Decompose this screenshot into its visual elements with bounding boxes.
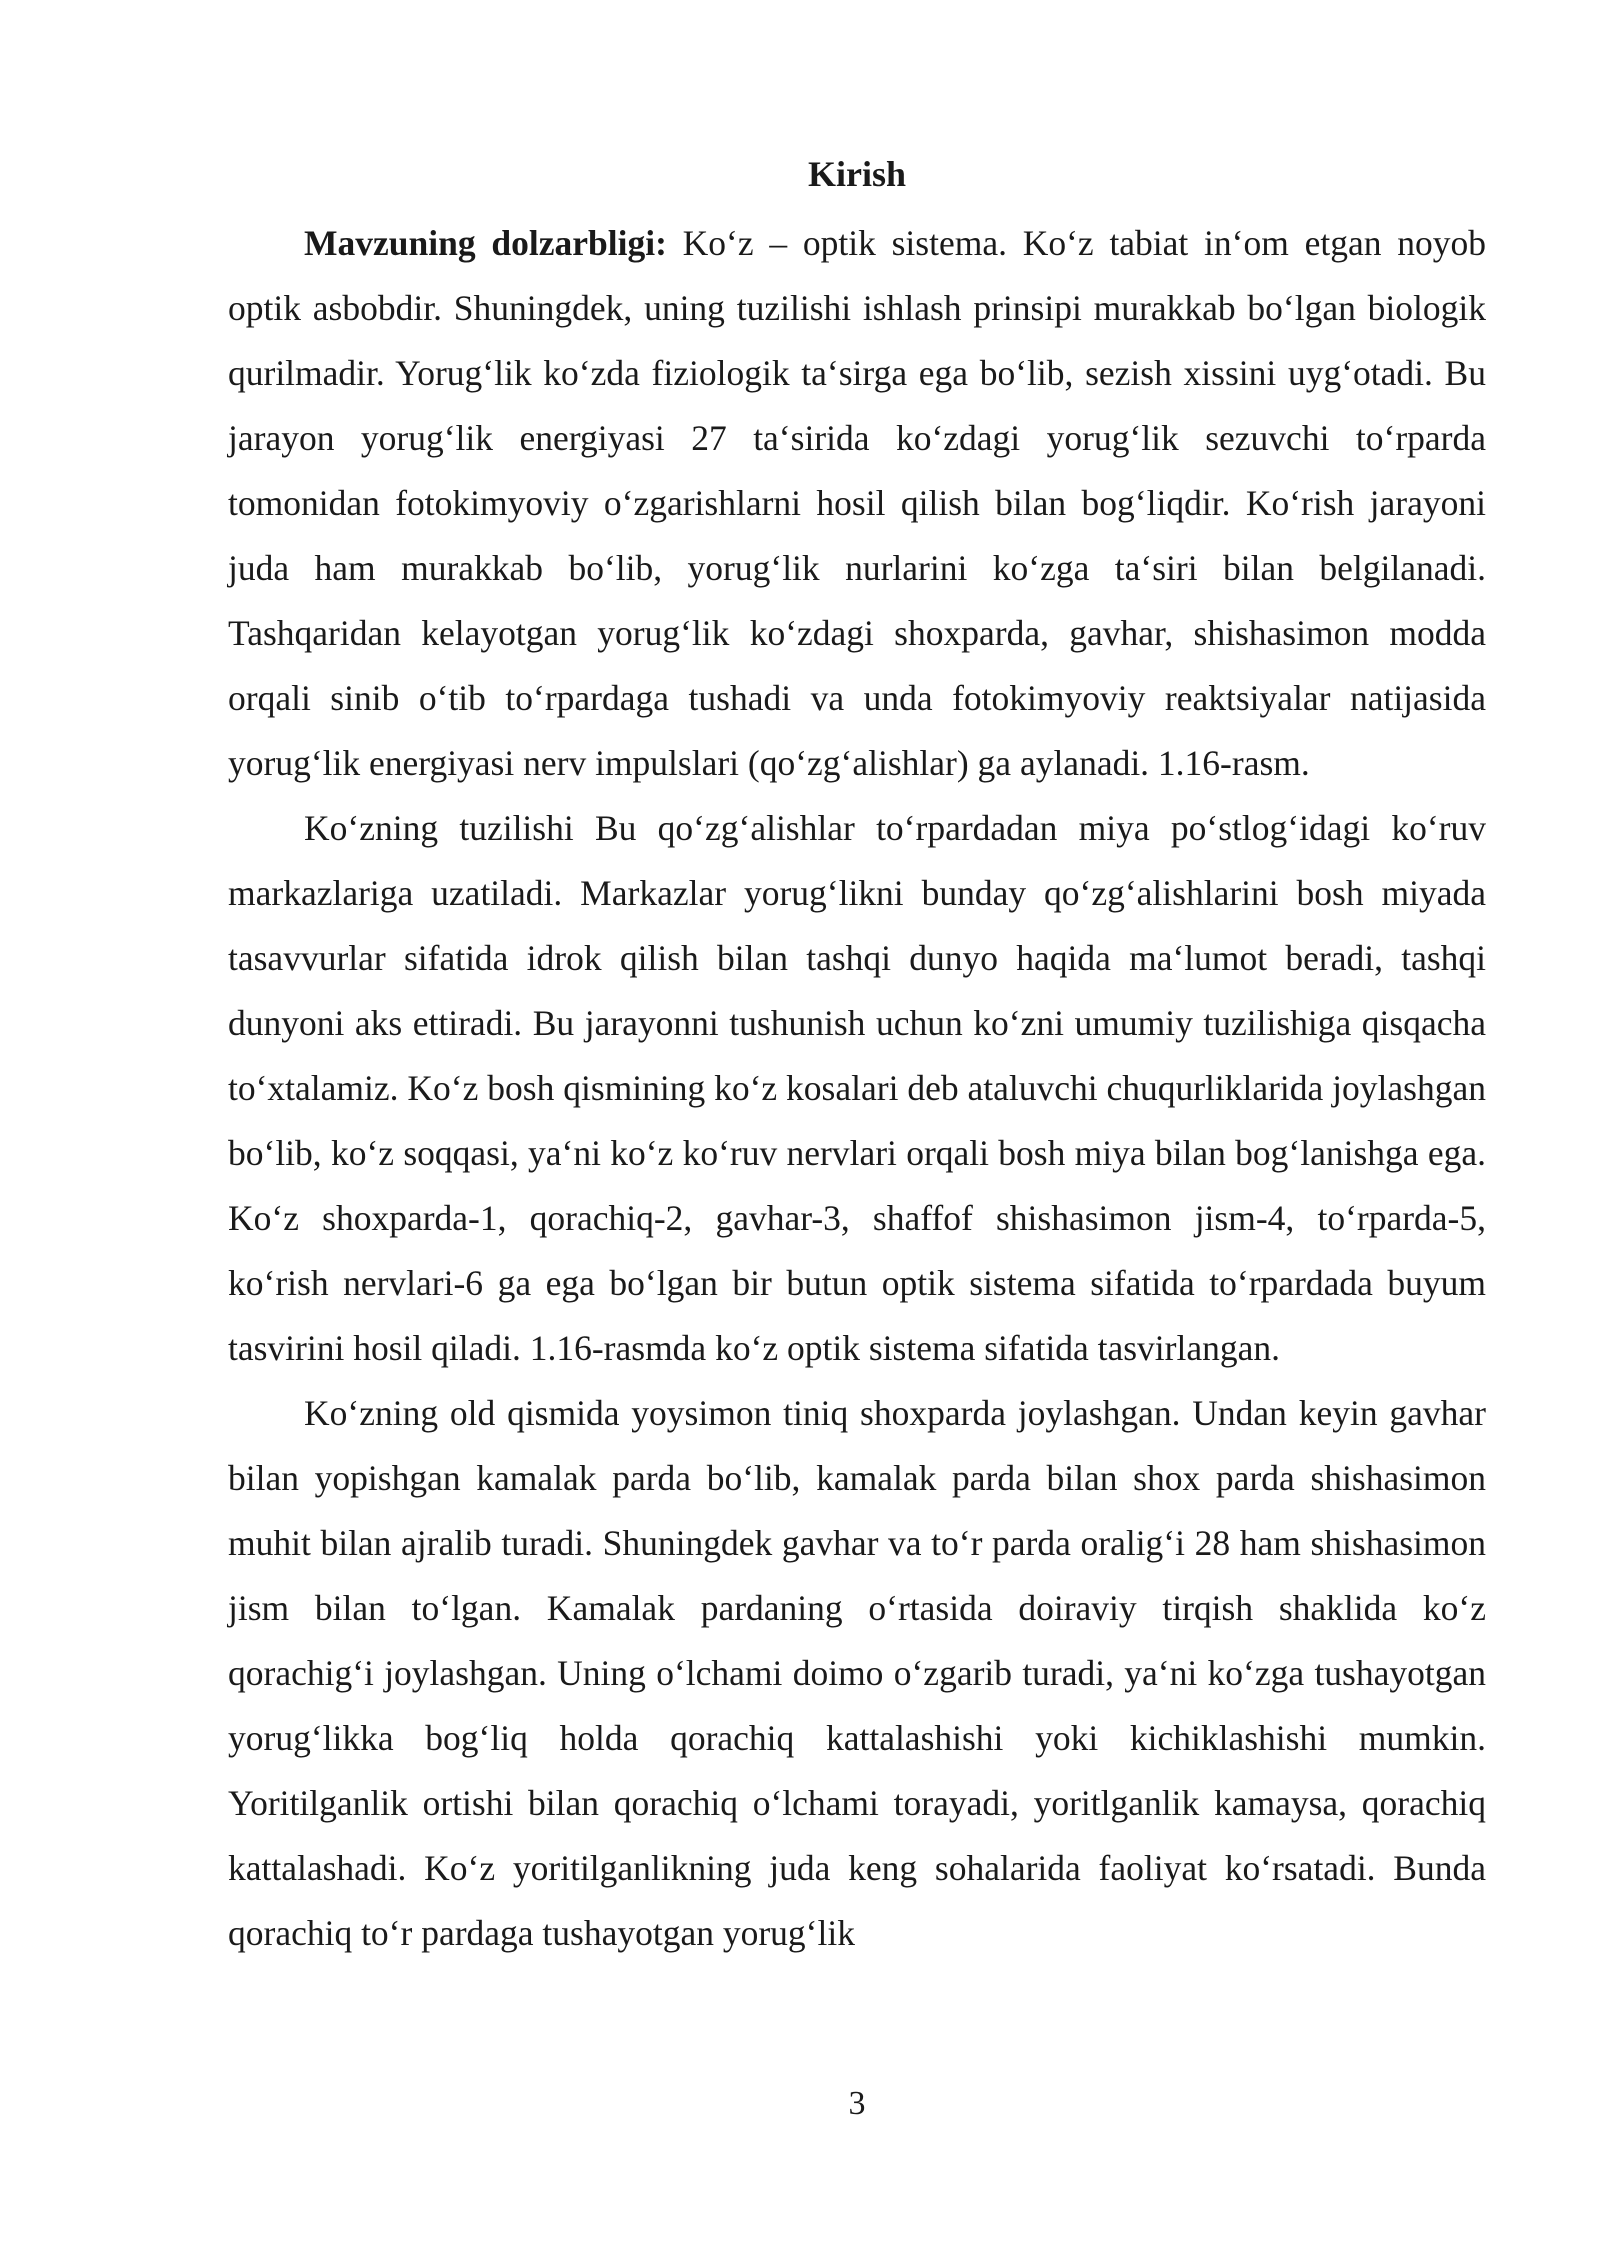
section-title: Kirish xyxy=(807,154,906,194)
paragraph-text: Koʻz – optik sistema. Koʻz tabiat inʻom etgan noyob optik asbobdir. Shuningdek, uning tuzilishi ishlash prinsipi murakkab boʻlgan biologik qurilmadir. Yorugʻlik koʻzda fiziologik taʻsirga ega boʻlib, sezish xissini uygʻotadi. Bu jarayon yorugʻlik energiyasi 27 taʻsirida koʻzdagi yorugʻlik sezuvchi toʻrparda tomonidan fotokimyoviy oʻzgarishlarni hosil qilish bilan bogʻliqdir. Koʻrish jarayoni juda ham murakkab boʻlib, yorugʻlik nurlarini koʻzga taʻsiri bilan belgilanadi. Tashqaridan kelayotgan yorugʻlik koʻzdagi shoxparda, gavhar, shishasimon modda orqali sinib oʻtib toʻrpardaga tushadi va unda fotokimyoviy reaktsiyalar natijasida yorugʻlik energiyasi nerv impulslari (qoʻzgʻalishlar) ga aylanadi. 1.16-rasm. xyxy=(228,223,1486,783)
page-number: 3 xyxy=(848,2085,866,2122)
paragraph-1 xyxy=(228,211,1486,796)
paragraph-text: Koʻzning tuzilishi Bu qoʻzgʻalishlar toʻrpardadan miya poʻstlogʻidagi koʻruv markazlariga uzatiladi. Markazlar yorugʻlikni bunday qoʻzgʻalishlarini bosh miyada tasavvurlar sifatida idrok qilish bilan tashqi dunyo haqida maʻlumot beradi, tashqi dunyoni aks ettiradi. Bu jarayonni tushunish uchun koʻzni umumiy tuzilishiga qisqacha toʻxtalamiz. Koʻz bosh qismining koʻz kosalari deb ataluvchi chuqurliklarida joylashgan boʻlib, koʻz soqqasi, yaʻni koʻz koʻruv nervlari orqali bosh miya bilan bogʻlanishga ega. Koʻz shoxparda-1, qorachiq-2, gavhar-3, shaffof shishasimon jism-4, toʻrparda-5, koʻrish nervlari-6 ga ega boʻlgan bir butun optik sistema sifatida toʻrpardada buyum tasvirini hosil qiladi. 1.16-rasmda koʻz optik sistema sifatida tasvirlangan. xyxy=(228,808,1486,1368)
paragraph-3 xyxy=(228,1381,1486,1966)
body-text xyxy=(228,211,1486,1966)
paragraph-lead: Mavzuning dolzarbligi: xyxy=(304,223,667,263)
paragraph-text: Koʻzning old qismida yoysimon tiniq shoxparda joylashgan. Undan keyin gavhar bilan yopishgan kamalak parda boʻlib, kamalak parda bilan shox parda shishasimon muhit bilan ajralib turadi. Shuningdek gavhar va toʻr parda oraligʻi 28 ham shishasimon jism bilan toʻlgan. Kamalak pardaning oʻrtasida doiraviy tirqish shaklida koʻz qorachigʻi joylashgan. Uning oʻlchami doimo oʻzgarib turadi, yaʻni koʻzga tushayotgan yorugʻlikka bogʻliq holda qorachiq kattalashishi yoki kichiklashishi mumkin. Yoritilganlik ortishi bilan qorachiq oʻlchami torayadi, yoritlganlik kamaysa, qorachiq kattalashadi. Koʻz yoritilganlikning juda keng sohalarida faoliyat koʻrsatadi. Bunda qorachiq toʻr pardaga tushayotgan yorugʻlik xyxy=(228,1393,1486,1953)
paragraph-2 xyxy=(228,796,1486,1381)
